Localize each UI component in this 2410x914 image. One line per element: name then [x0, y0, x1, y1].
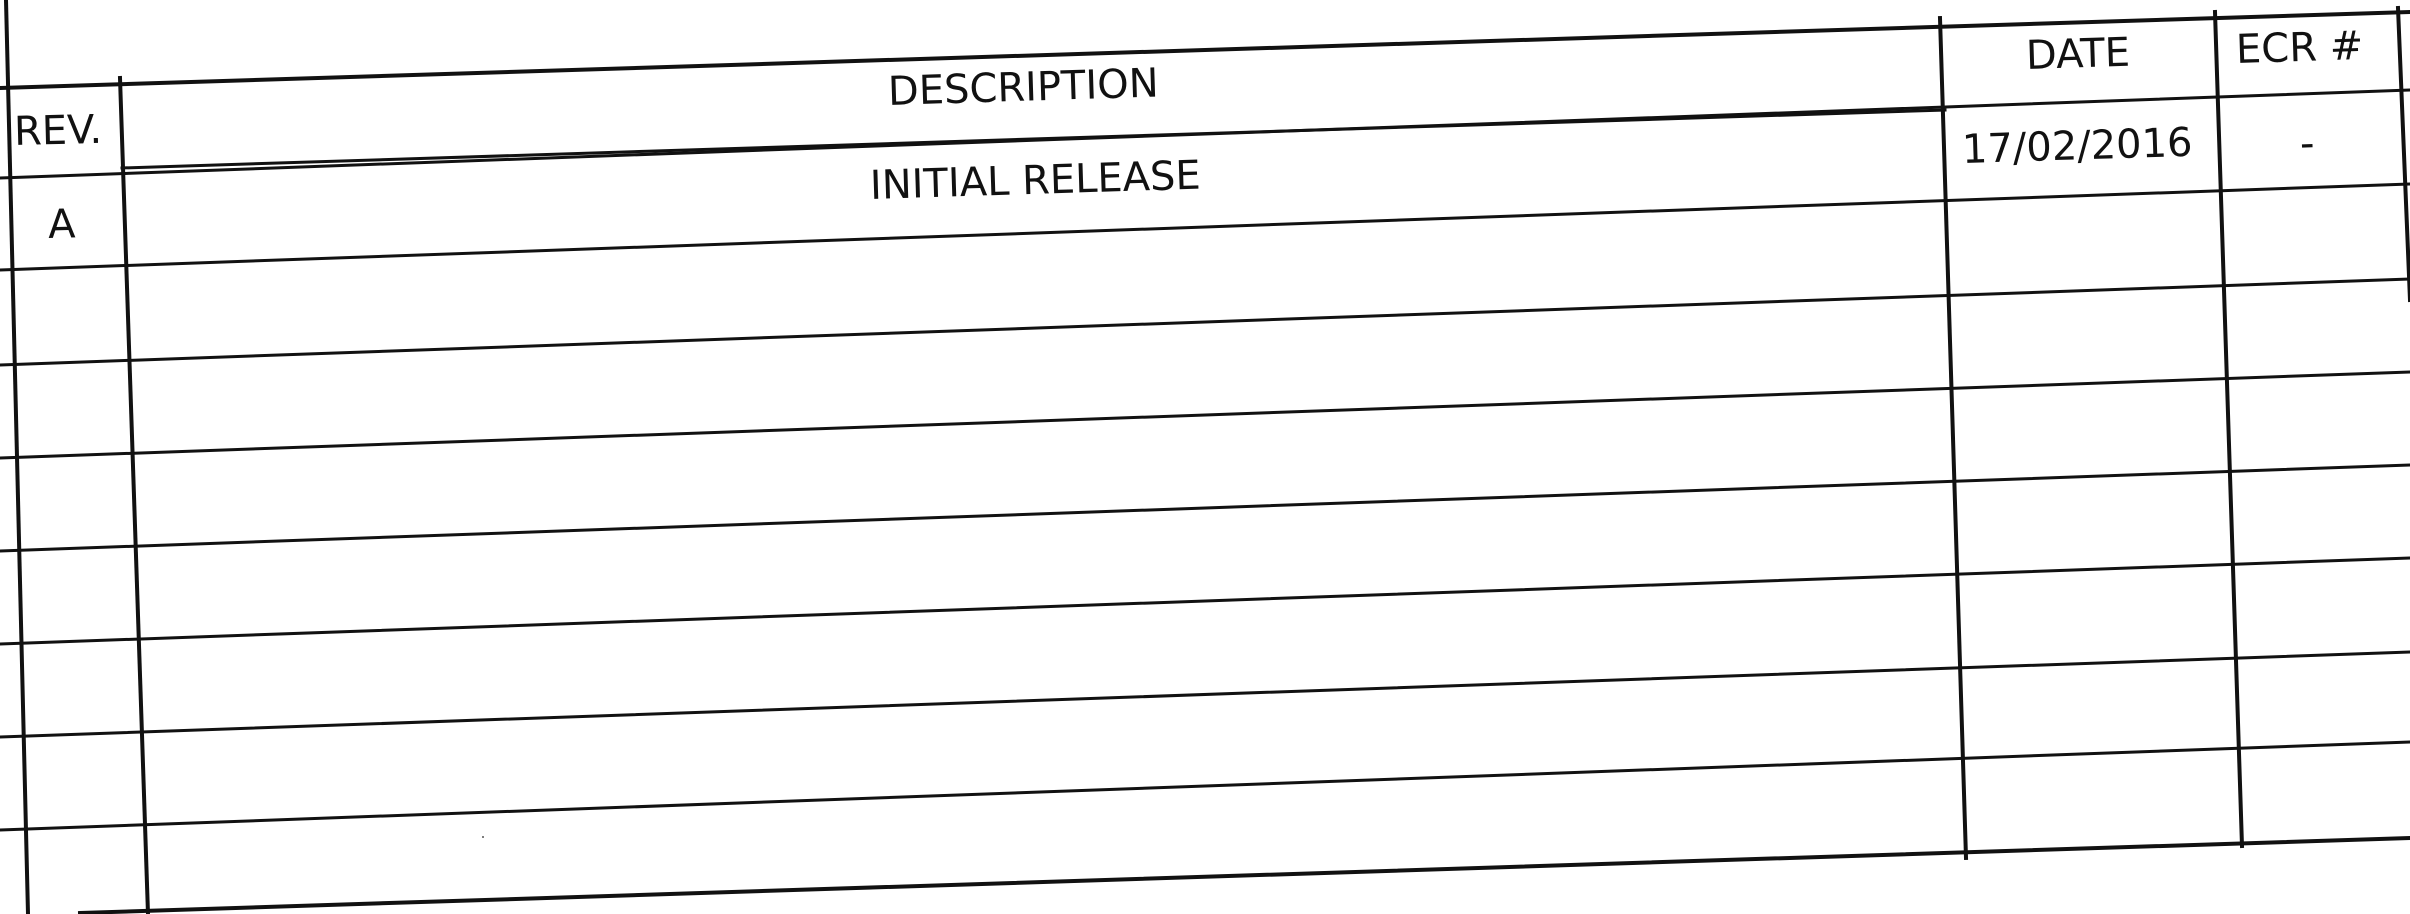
table-bottom-border	[80, 838, 2410, 913]
row-line	[0, 652, 2410, 737]
rev-header: REV.	[13, 106, 103, 155]
description-header: DESCRIPTION	[887, 60, 1160, 115]
row-date: 17/02/2016	[1961, 119, 2194, 173]
date-ecr-divider	[2215, 12, 2242, 846]
row-line	[0, 742, 2410, 830]
row-line	[0, 279, 2410, 365]
row-ecr: -	[2299, 120, 2316, 167]
scan-speck	[482, 836, 484, 838]
date-header: DATE	[2025, 29, 2131, 79]
row-rev: A	[47, 201, 76, 248]
ecr-next-divider	[2398, 8, 2410, 300]
row-description: INITIAL RELEASE	[869, 152, 1202, 209]
row-line	[0, 372, 2410, 458]
ecr-header: ECR #	[2235, 23, 2364, 73]
row-line	[0, 558, 2410, 644]
row-line	[0, 465, 2410, 551]
rev-description-divider	[120, 78, 148, 914]
row-line	[0, 184, 2410, 270]
